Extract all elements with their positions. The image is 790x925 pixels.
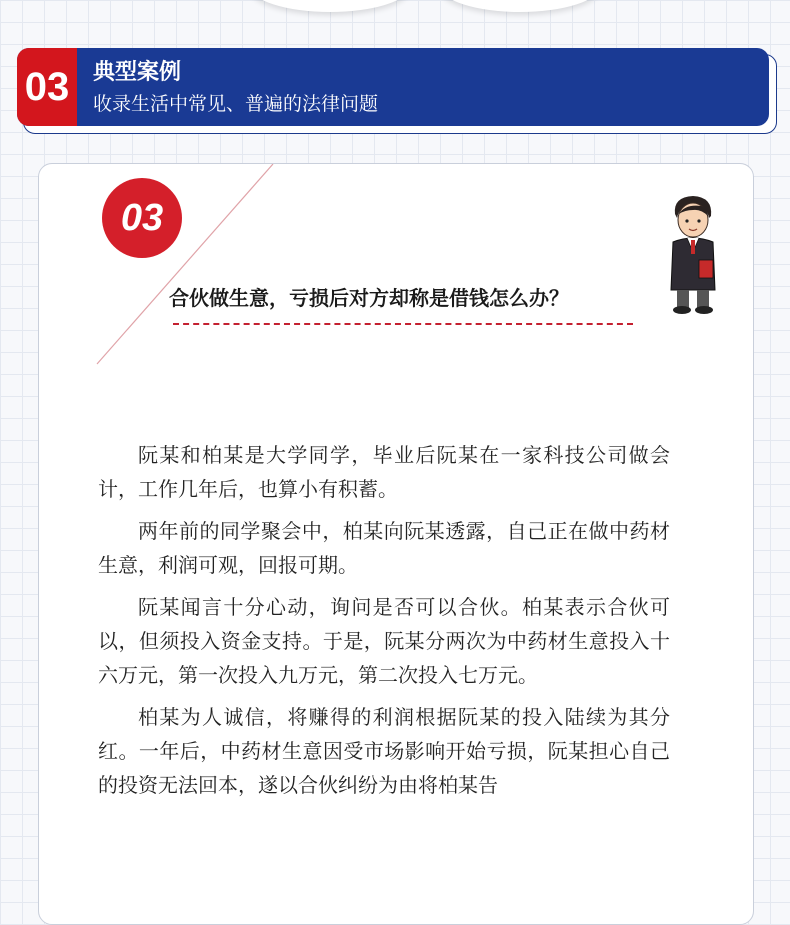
top-decoration-right xyxy=(440,0,600,12)
section-banner xyxy=(17,48,773,130)
section-subtitle: 收录生活中常见、普遍的法律问题 xyxy=(93,93,379,115)
banner-body xyxy=(17,48,769,126)
paragraph-2: 两年前的同学聚会中，柏某向阮某透露，自己正在做中药材生意，利润可观，回报可期。 xyxy=(98,519,670,577)
section-number: 03 xyxy=(17,48,77,126)
paragraph-1: 阮某和柏某是大学同学，毕业后阮某在一家科技公司做会计，工作几年后，也算小有积蓄。 xyxy=(98,443,670,501)
paragraph-4: 柏某为人诚信，将赚得的利润根据阮某的投入陆续为其分红。一年后，中药材生意因受市场影响开始亏损，阮某担心自己的投资无法回本，遂以合伙纠纷为由将柏某告 xyxy=(98,705,670,797)
lawyer-figure-icon xyxy=(663,194,723,318)
case-card xyxy=(38,163,754,925)
top-decoration-left xyxy=(250,0,410,12)
case-content xyxy=(98,438,670,810)
paragraph-3: 阮某闻言十分心动，询问是否可以合伙。柏某表示合伙可以，但须投入资金支持。于是，阮某分两次为中药材生意投入十六万元，第一次投入九万元，第二次投入七万元。 xyxy=(98,595,670,687)
case-number-badge: 03 xyxy=(102,178,182,258)
question-underline xyxy=(173,323,633,325)
section-title: 典型案例 xyxy=(93,60,182,85)
case-question: 合伙做生意，亏损后对方却称是借钱怎么办？ xyxy=(169,286,569,310)
